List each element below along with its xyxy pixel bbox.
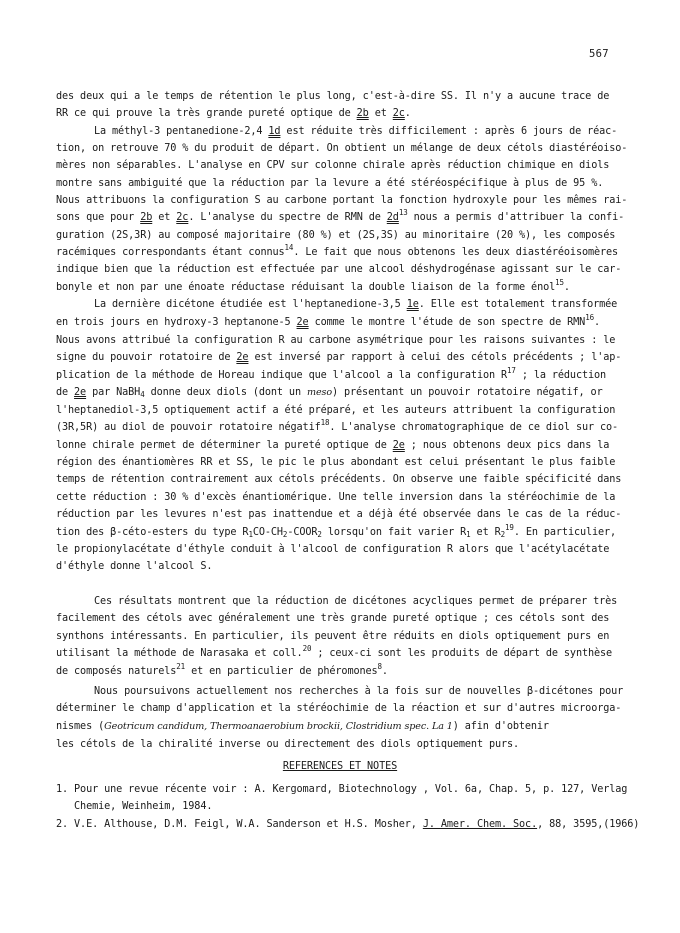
text-line xyxy=(56,159,609,172)
compound-label: 2c xyxy=(392,108,405,119)
compound-label: 2e xyxy=(392,440,405,451)
citation-superscript: 19 xyxy=(505,523,514,532)
text-run: sons que pour xyxy=(56,212,141,223)
compound-label: 1d xyxy=(268,126,281,137)
subscript: 1 xyxy=(466,530,471,539)
text-run: est inversé par rapport à celui des cétols précédents ; l'ap- xyxy=(248,352,622,363)
text-run: facilement des cétols avec généralement une très grande pureté optique ; ces cétols sont des xyxy=(56,613,610,624)
text-line xyxy=(56,334,615,347)
text-run: et xyxy=(152,212,177,223)
text-run: montre sans ambiguité que la réduction par la levure a été stéréospécifique à plus de 95 %. xyxy=(56,178,604,189)
text-run: mères non séparables. L'analyse en CPV sur colonne chirale après réduction chimique en diols xyxy=(56,160,610,171)
text-run: (3R,5R) au diol de pouvoir rotatoire négatif xyxy=(56,422,321,433)
page-number: 567 xyxy=(589,48,609,60)
text-line xyxy=(56,90,609,103)
text-run: tion, on retrouve 70 % du produit de départ. On obtient un mélange de deux cétols diastéréoiso- xyxy=(56,143,628,154)
text-run: comme le montre l'étude de son spectre de RMN xyxy=(308,317,586,328)
subscript: 4 xyxy=(140,390,145,399)
text-line xyxy=(56,177,603,190)
text-line xyxy=(94,685,623,698)
text-run: d'éthyle donne l'alcool S. xyxy=(56,561,213,572)
text-run: des deux qui a le temps de rétention le plus long, c'est-à-dire SS. Il n'y a aucune trace de xyxy=(56,91,610,102)
text-run: l'heptanediol-3,5 optiquement actif a été préparé, et les auteurs attribuent la configuration xyxy=(56,405,616,416)
text-run: cette réduction : 30 % d'excès énantiomérique. Une telle inversion dans la stéréochimie de la xyxy=(56,492,616,503)
reference-entry-line xyxy=(56,800,212,813)
text-run: Nous attribuons la configuration S au carbone portant la fonction hydroxyle pour les mêmes rai- xyxy=(56,195,628,206)
text-run: est réduite très difficilement : après 6 jours de réac- xyxy=(280,126,618,137)
text-line xyxy=(56,644,613,660)
text-line xyxy=(94,125,617,138)
text-run: bonyle et non par une énoate réductase réduisant la double liaison de la forme énol xyxy=(56,282,556,293)
text-run: . xyxy=(404,108,411,119)
text-line xyxy=(56,560,212,573)
citation-superscript: 18 xyxy=(320,418,330,427)
text-line xyxy=(56,278,570,294)
text-run: lonne chirale permet de déterminer la pureté optique de xyxy=(56,440,393,451)
text-line xyxy=(56,612,609,625)
text-run: guration (2S,3R) au composé majoritaire (80 %) et (2S,3S) au minoritaire (20 %), les composés xyxy=(56,230,616,241)
compound-label: J. Amer. Chem. Soc. xyxy=(422,819,538,830)
text-line xyxy=(56,523,617,539)
text-line xyxy=(56,404,615,417)
text-run: 1. Pour une revue récente voir : A. Kergomard, Biotechnology , Vol. 6a, Chap. 5, p. 127, Verlag xyxy=(56,784,628,795)
text-run: déterminer le champ d'application et la stéréochimie de la réaction et sur d'autres microorga- xyxy=(56,703,622,714)
text-run: temps de rétention contrairement aux cétols précédents. On observe une faible spécificité dans xyxy=(56,474,622,485)
text-line xyxy=(56,473,621,486)
text-run: de xyxy=(56,387,75,398)
text-run: Geotricum candidum, Thermoanaerobium brockii, Clostridium spec. La 1 xyxy=(104,721,453,732)
compound-label: 2b xyxy=(356,108,369,119)
text-run: . L'analyse du spectre de RMN de xyxy=(188,212,387,223)
text-run: . L'analyse chromatographique de ce diol sur co- xyxy=(329,422,619,433)
text-run: Chemie, Weinheim, 1984. xyxy=(56,801,213,812)
text-run: RR ce qui prouve la très grande pureté optique de xyxy=(56,108,357,119)
text-line xyxy=(56,263,621,276)
text-run: . Le fait que nous obtenons les deux diastéréoisomères xyxy=(293,247,619,258)
subscript: 2 xyxy=(500,530,506,539)
text-line xyxy=(56,243,619,259)
text-line xyxy=(56,366,607,382)
text-run: . Elle est totalement transformée xyxy=(418,299,618,310)
references-heading xyxy=(0,760,680,773)
text-run: -COOR xyxy=(287,527,318,538)
text-run: de composés naturels xyxy=(56,666,177,677)
compound-label: 2e xyxy=(74,387,87,398)
text-run: Nous poursuivons actuellement nos recherches à la fois sur de nouvelles β-dicétones pour xyxy=(94,686,624,697)
text-run: ; la réduction xyxy=(515,370,607,381)
compound-label: 2c xyxy=(176,212,189,223)
text-run: . xyxy=(594,317,601,328)
text-run: . xyxy=(381,666,388,677)
subscript: 2 xyxy=(317,530,322,539)
subscript: 1 xyxy=(248,530,253,539)
compound-label: 2d xyxy=(386,212,399,223)
text-line xyxy=(56,543,609,556)
text-run: ; nous obtenons deux pics dans la xyxy=(404,440,610,451)
text-run: Ces résultats montrent que la réduction de dicétones acycliques permet de préparer très xyxy=(94,596,618,607)
text-line xyxy=(56,630,609,643)
text-run: et R xyxy=(470,527,501,538)
text-line xyxy=(56,107,411,120)
text-run: racémiques correspondants étant connus xyxy=(56,247,285,258)
reference-entry-line xyxy=(56,818,639,831)
citation-superscript: 15 xyxy=(555,278,564,287)
text-line xyxy=(56,738,519,751)
text-run: plication de la méthode de Horeau indique que l'alcool a la configuration R xyxy=(56,370,508,381)
text-line xyxy=(56,491,615,504)
compound-label: 2e xyxy=(236,352,249,363)
text-line xyxy=(56,702,621,715)
compound-label: 2b xyxy=(140,212,153,223)
text-run: ) afin d'obtenir xyxy=(452,721,549,732)
compound-label: 2e xyxy=(296,317,309,328)
text-run: réduction par les levures n'est pas inattendue et a déjà été observée dans le cas de la réduc- xyxy=(56,509,622,520)
citation-superscript: 20 xyxy=(302,644,312,653)
subscript: 2 xyxy=(282,530,288,539)
text-run: en trois jours en hydroxy-3 heptanone-5 xyxy=(56,317,297,328)
text-run: 2. V.E. Althouse, D.M. Feigl, W.A. Sanderson et H.S. Mosher, xyxy=(56,819,423,830)
citation-superscript: 16 xyxy=(585,313,594,322)
text-line xyxy=(56,456,615,469)
text-line xyxy=(56,142,627,155)
text-run: par NaBH xyxy=(86,387,141,398)
text-run: meso xyxy=(306,387,332,398)
text-run: CO-CH xyxy=(252,527,283,538)
text-line xyxy=(94,595,617,608)
text-run: , 88, 3595,(1966) xyxy=(537,819,640,830)
text-run: et en particulier de phéromones xyxy=(185,666,378,677)
text-run: nous a permis d'attribuer la confi- xyxy=(407,212,625,223)
text-run: . En particulier, xyxy=(513,527,617,538)
text-line xyxy=(56,508,621,521)
text-line xyxy=(56,351,621,364)
text-line xyxy=(56,208,625,224)
text-line xyxy=(94,298,617,311)
text-line xyxy=(56,229,615,242)
citation-superscript: 14 xyxy=(284,243,294,252)
text-run: nismes ( xyxy=(56,721,105,732)
text-run: le propionylacétate d'éthyle conduit à l'alcool de configuration R alors que l'acétylacétate xyxy=(56,544,610,555)
text-line xyxy=(56,439,609,452)
text-run: et xyxy=(368,108,393,119)
text-line xyxy=(56,720,549,733)
citation-superscript: 8 xyxy=(377,662,382,671)
text-run: indique bien que la réduction est effectuée par une alcool déshydrogénase agissant sur le car- xyxy=(56,264,622,275)
text-run: région des énantiomères RR et SS, le pic le plus abondant est celui présentant le plus faible xyxy=(56,457,616,468)
text-run: donne deux diols (dont un xyxy=(144,387,307,398)
citation-superscript: 13 xyxy=(398,208,408,217)
text-run: synthons intéressants. En particulier, ils peuvent être réduits en diols optiquement purs en xyxy=(56,631,610,642)
compound-label: 1e xyxy=(406,299,419,310)
text-run: lorsqu'on fait varier R xyxy=(321,527,467,538)
text-line xyxy=(56,194,627,207)
text-run: . xyxy=(563,282,570,293)
text-line xyxy=(56,386,603,399)
text-line xyxy=(56,313,601,329)
citation-superscript: 21 xyxy=(176,662,186,671)
reference-entry-line xyxy=(56,783,627,796)
text-run: Nous avons attribué la configuration R au carbone asymétrique pour les raisons suivantes : le xyxy=(56,335,616,346)
text-run: tion des β-céto-esters du type R xyxy=(56,527,249,538)
text-run: ; ceux-ci sont les produits de départ de synthèse xyxy=(311,648,613,659)
text-run: utilisant la méthode de Narasaka et coll. xyxy=(56,648,303,659)
text-run: signe du pouvoir rotatoire de xyxy=(56,352,237,363)
text-line xyxy=(56,418,619,434)
citation-superscript: 17 xyxy=(507,366,516,375)
text-run: ) présentant un pouvoir rotatoire négatif, or xyxy=(331,387,603,398)
compound-label: REFERENCES ET NOTES xyxy=(282,761,398,772)
text-run: les cétols de la chiralité inverse ou directement des diols optiquement purs. xyxy=(56,739,520,750)
text-run: La méthyl-3 pentanedione-2,4 xyxy=(94,126,269,137)
text-run: La dernière dicétone étudiée est l'heptanedione-3,5 xyxy=(94,299,407,310)
text-line xyxy=(56,662,388,678)
